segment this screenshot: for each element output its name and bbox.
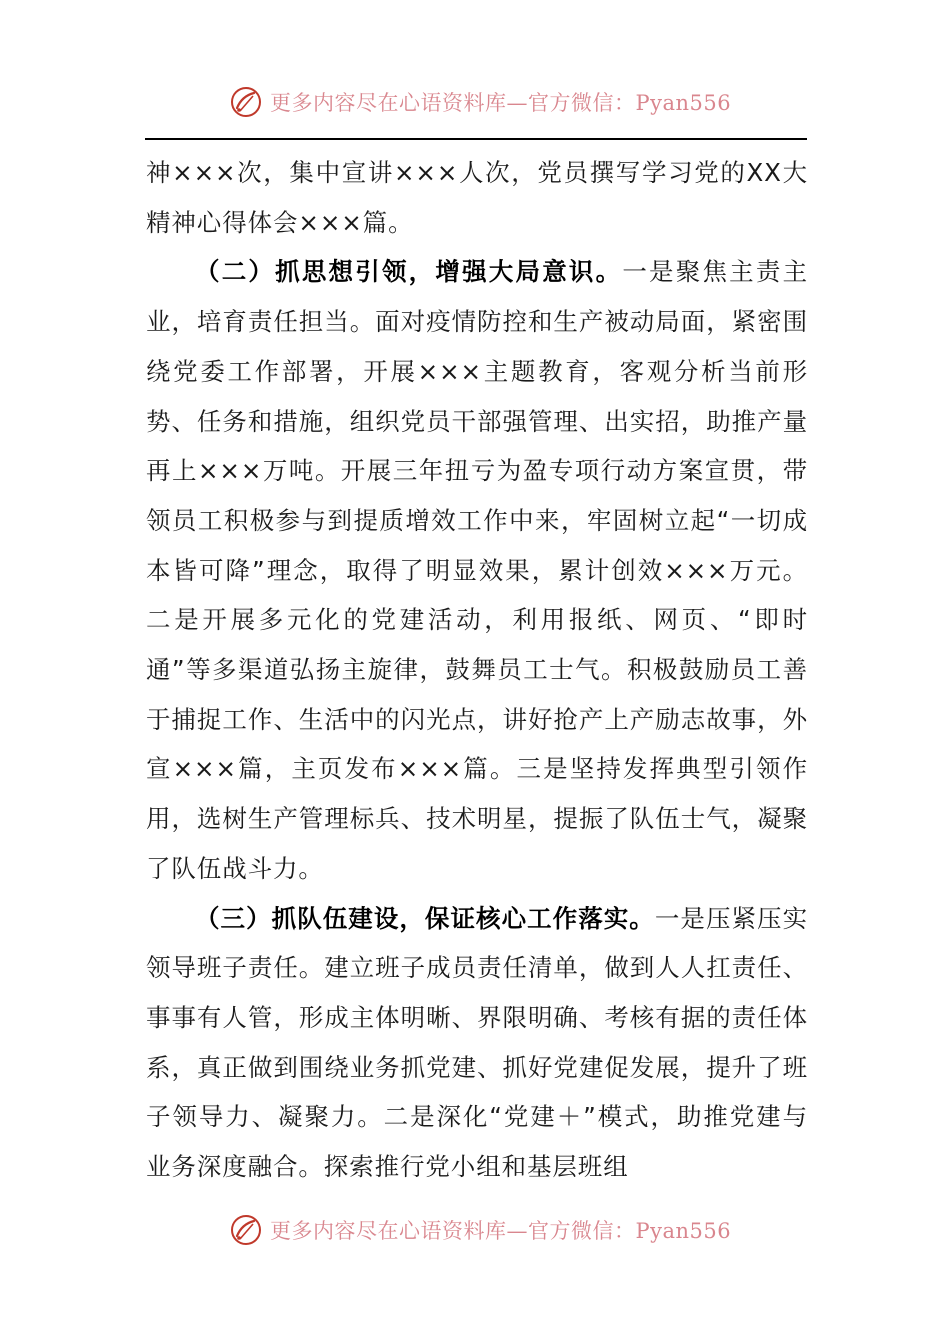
watermark-text: 更多内容尽在心语资料库—官方微信：Pyan556 (270, 1219, 732, 1243)
section-heading-2: （二）抓思想引领，增强大局意识。 (195, 257, 623, 287)
header-watermark (228, 80, 748, 124)
header-divider (145, 138, 807, 140)
pen-circle-logo-icon (228, 84, 264, 120)
paragraph-3-text: 一是压紧压实领导班子责任。建立班子成员责任清单，做到人人扛责任、事事有人管，形成主体明晰、界限明确、考核有据的责任体系，真正做到围绕业务抓党建、抓好党建促发展，提升了班子领导力、凝聚力。二是深化“党建＋”模式，助推党建与业务深度融合。探索推行党小组和基层班组 (146, 903, 808, 1182)
paragraph-1-text: 神×××次，集中宣讲×××人次，党员撰写学习党的XX大精神心得体会×××篇。 (146, 158, 808, 237)
document-body (146, 148, 808, 1192)
pen-circle-logo-icon (228, 1212, 264, 1248)
footer-watermark (228, 1208, 748, 1252)
watermark-text: 更多内容尽在心语资料库—官方微信：Pyan556 (270, 91, 732, 115)
paragraph-1 (146, 148, 808, 247)
paragraph-2 (146, 247, 808, 893)
paragraph-2-text: 一是聚焦主责主业，培育责任担当。面对疫情防控和生产被动局面，紧密围绕党委工作部署，开展×××主题教育，客观分析当前形势、任务和措施，组织党员干部强管理、出实招，助推产量再上×××万吨。开展三年扭亏为盈专项行动方案宣贯，带领员工积极参与到提质增效工作中来，牢固树立起“一切成本皆可降”理念，取得了明显效果，累计创效×××万元。二是开展多元化的党建活动，利用报纸、网页、“即时通”等多渠道弘扬主旋律，鼓舞员工士气。积极鼓励员工善于捕捉工作、生活中的闪光点，讲好抢产上产励志故事，外宣×××篇，主页发布×××篇。三是坚持发挥典型引领作用，选树生产管理标兵、技术明星，提振了队伍士气，凝聚了队伍战斗力。 (146, 257, 808, 883)
section-heading-3: （三）抓队伍建设，保证核心工作落实。 (195, 903, 655, 933)
paragraph-3 (146, 894, 808, 1192)
